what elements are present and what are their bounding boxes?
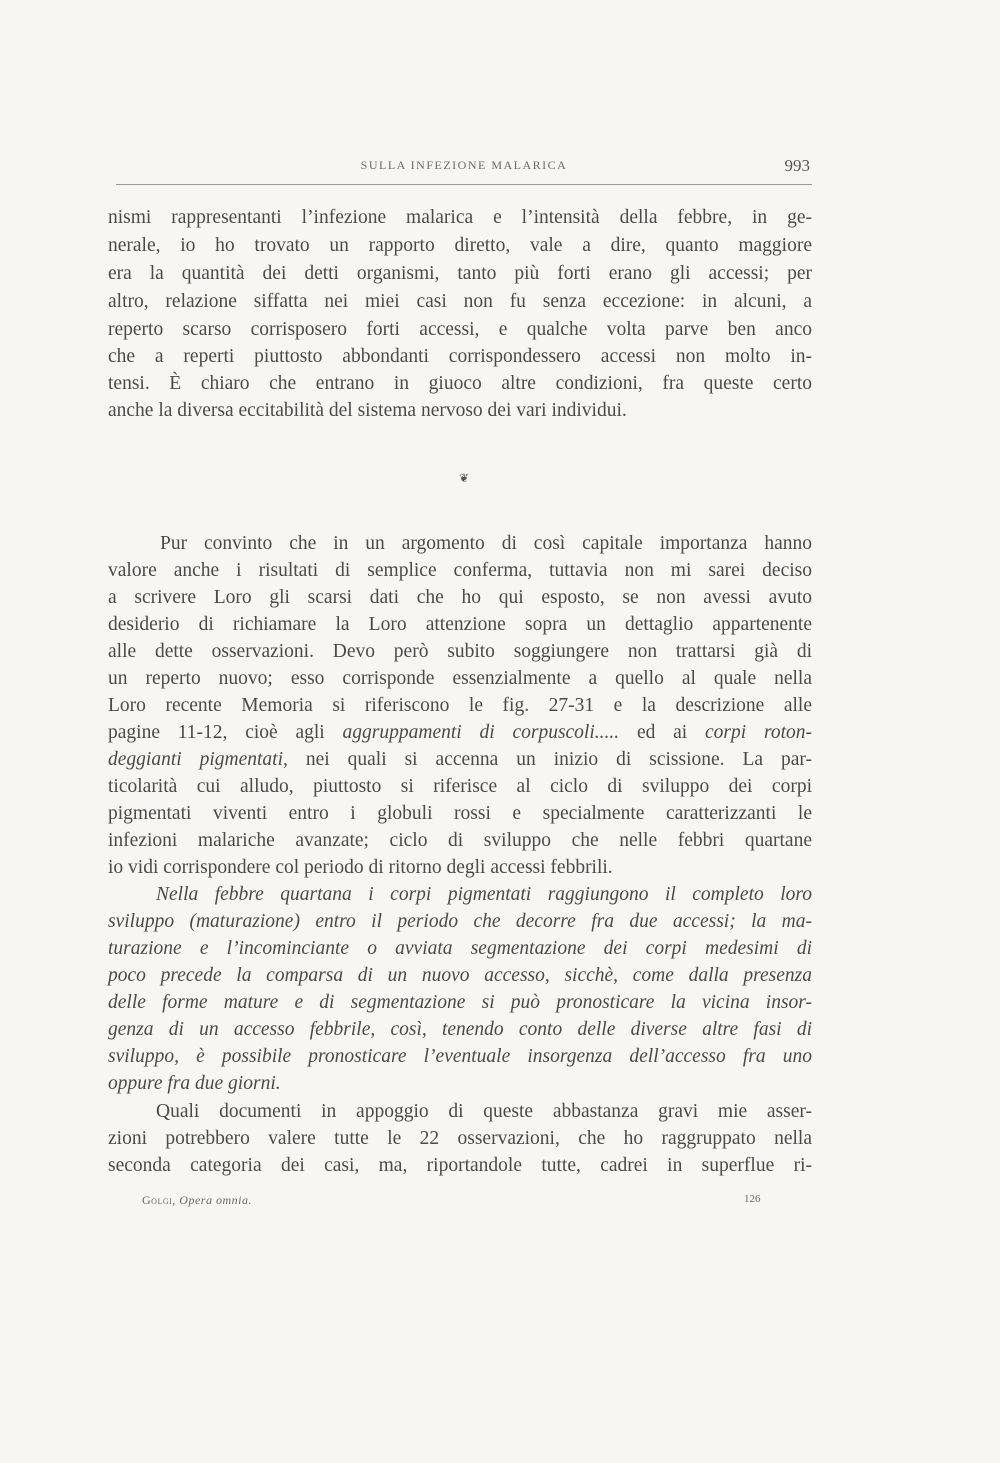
text-line: Quali documenti in appoggio di queste abbastanza gravi mie asser-: [156, 1101, 812, 1122]
text-line: io vidi corrispondere col periodo di ritorno degli accessi febbrili.: [108, 857, 613, 878]
text-run: ed ai: [619, 722, 706, 743]
italic-line: Nella febbre quartana i corpi pigmentati raggiungono il completo loro: [156, 884, 812, 905]
footer-work: Opera omnia.: [179, 1193, 252, 1207]
italic-line: turazione e l’incominciante o avviata segmentazione dei corpi medesimi di: [108, 938, 812, 959]
footer-author: Golgi,: [142, 1193, 176, 1207]
signature-mark: 126: [744, 1193, 761, 1205]
text-line: seconda categoria dei casi, ma, riportandole tutte, cadrei in superflue ri-: [108, 1155, 812, 1176]
italic-run: corpi roton-: [705, 722, 812, 743]
text-line-mixed: [108, 719, 812, 747]
italic-line: genza di un accesso febbrile, così, tenendo conto delle diverse altre fasi di: [108, 1019, 812, 1040]
text-line: altro, relazione siffatta nei miei casi non fu senza eccezione: in alcuni, a: [108, 291, 812, 312]
footer-imprint: [142, 1193, 252, 1208]
text-run: nei quali si accenna un inizio di scissione. La par-: [287, 749, 812, 770]
text-line: un reperto nuovo; esso corrisponde essenzialmente a quello al quale nella: [108, 668, 812, 689]
italic-run: deggianti pigmentati,: [108, 749, 288, 770]
text-line: era la quantità dei detti organismi, tanto più forti erano gli accessi; per: [108, 263, 812, 284]
text-line: zioni potrebbero valere tutte le 22 osservazioni, che ho raggruppato nella: [108, 1128, 812, 1149]
italic-line: delle forme mature e di segmentazione si può pronosticare la vicina insor-: [108, 992, 812, 1013]
italic-line: sviluppo (maturazione) entro il periodo che decorre fra due accessi; la ma-: [108, 911, 812, 932]
italic-line: sviluppo, è possibile pronosticare l’eventuale insorgenza dell’accesso fra uno: [108, 1046, 812, 1067]
text-line: Pur convinto che in un argomento di così capitale importanza hanno: [160, 533, 812, 554]
text-line: ticolarità cui alludo, piuttosto si riferisce al ciclo di sviluppo dei corpi: [108, 776, 812, 797]
running-title: SULLA INFEZIONE MALARICA: [360, 158, 568, 172]
text-line: desiderio di richiamare la Loro attenzione sopra un dettaglio appartenente: [108, 614, 812, 635]
text-line: reperto scarso corrisposero forti accessi, e qualche volta parve ben anco: [108, 319, 812, 340]
italic-line: oppure fra due giorni.: [108, 1073, 281, 1094]
text-line-mixed: [108, 746, 812, 774]
italic-line: poco precede la comparsa di un nuovo accesso, sicchè, come dalla presenza: [108, 965, 812, 986]
text-line: valore anche i risultati di semplice conferma, tuttavia non mi sarei deciso: [108, 560, 812, 581]
text-line: nerale, io ho trovato un rapporto diretto, vale a dire, quanto maggiore: [108, 235, 812, 256]
italic-run: aggruppamenti di corpuscoli.....: [342, 722, 620, 743]
section-ornament: ❦: [458, 471, 470, 485]
text-line: nismi rappresentanti l’infezione malarica e l’intensità della febbre, in ge-: [108, 207, 812, 228]
text-line: che a reperti piuttosto abbondanti corrispondessero accessi non molto in-: [108, 346, 812, 367]
text-line: infezioni malariche avanzate; ciclo di sviluppo che nelle febbri quartane: [108, 830, 812, 851]
text-line: a scrivere Loro gli scarsi dati che ho qui esposto, se non avessi avuto: [108, 587, 812, 608]
text-run: pagine 11-12, cioè agli: [108, 722, 343, 743]
text-line: tensi. È chiaro che entrano in giuoco altre condizioni, fra queste certo: [108, 373, 812, 394]
page-number: 993: [784, 156, 810, 175]
running-head: [116, 154, 812, 185]
text-line: pigmentati viventi entro i globuli rossi e specialmente caratterizzanti le: [108, 803, 812, 824]
text-line: Loro recente Memoria si riferiscono le fig. 27-31 e la descrizione alle: [108, 695, 812, 716]
text-line: alle dette osservazioni. Devo però subito soggiungere non trattarsi già di: [108, 641, 812, 662]
text-line: anche la diversa eccitabilità del sistema nervoso dei vari individui.: [108, 400, 627, 421]
